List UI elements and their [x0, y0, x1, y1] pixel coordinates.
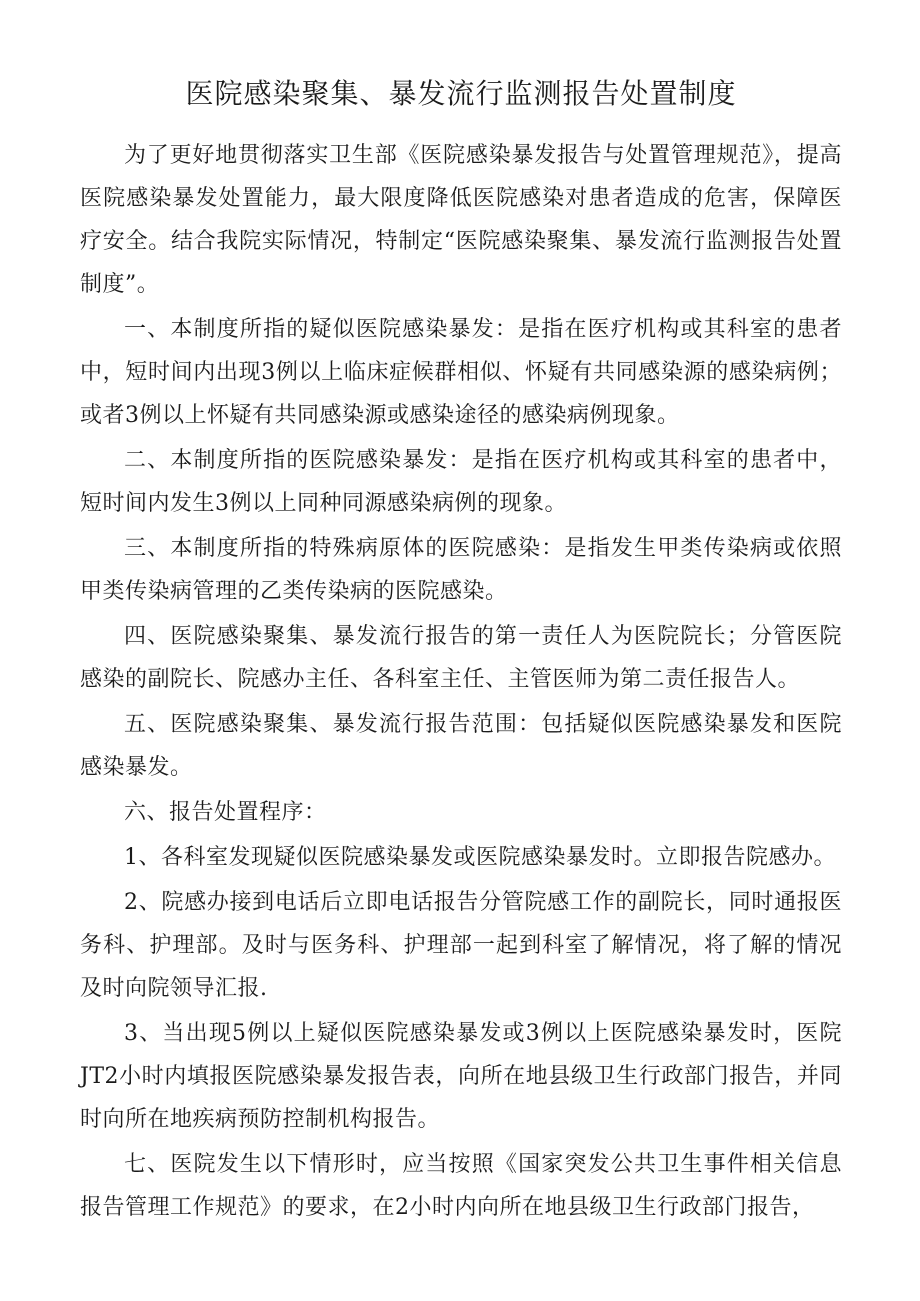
paragraph-step-2: 2、院感办接到电话后立即电话报告分管院感工作的副院长，同时通报医务科、护理部。及时与医务科、护理部一起到科室了解情况，将了解的情况及时向院领导汇报.: [80, 890, 842, 1001]
paragraph-step-1: 1、各科室发现疑似医院感染暴发或医院感染暴发时。立即报告院感办。: [124, 845, 836, 870]
document-title: 医院感染聚集、暴发流行监测报告处置制度: [185, 77, 737, 110]
paragraph-section-5: 五、医院感染聚集、暴发流行报告范围：包括疑似医院感染暴发和医院感染暴发。: [80, 712, 842, 780]
paragraph-intro: 为了更好地贯彻落实卫生部《医院感染暴发报告与处置管理规范》，提高医院感染暴发处置能力，最大限度降低医院感染对患者造成的危害，保障医疗安全。结合我院实际情况，特制定“医院感染聚集、暴发流行监测报告处置制度”。: [80, 143, 842, 297]
paragraph-section-7: 七、医院发生以下情形时，应当按照《国家突发公共卫生事件相关信息报告管理工作规范》的要求，在2小时内向所在地县级卫生行政部门报告，: [80, 1152, 842, 1220]
paragraph-section-6: 六、报告处置程序：: [124, 800, 327, 825]
paragraph-section-4: 四、医院感染聚集、暴发流行报告的第一责任人为医院院长；分管医院感染的副院长、院感办主任、各科室主任、主管医师为第二责任报告人。: [80, 624, 842, 692]
paragraph-step-3: 3、当出现5例以上疑似医院感染暴发或3例以上医院感染暴发时，医院JT2小时内填报医院感染暴发报告表，向所在地县级卫生行政部门报告，并同时向所在地疾病预防控制机构报告。: [80, 1021, 842, 1132]
paragraph-section-3: 三、本制度所指的特殊病原体的医院感染：是指发生甲类传染病或依照甲类传染病管理的乙类传染病的医院感染。: [80, 536, 842, 604]
paragraph-section-2: 二、本制度所指的医院感染暴发：是指在医疗机构或其科室的患者中，短时间内发生3例以上同种同源感染病例的现象。: [80, 448, 842, 516]
paragraph-section-1: 一、本制度所指的疑似医院感染暴发：是指在医疗机构或其科室的患者中，短时间内出现3例以上临床症候群相似、怀疑有共同感染源的感染病例；或者3例以上怀疑有共同感染源或感染途径的感染病例现象。: [80, 317, 842, 428]
